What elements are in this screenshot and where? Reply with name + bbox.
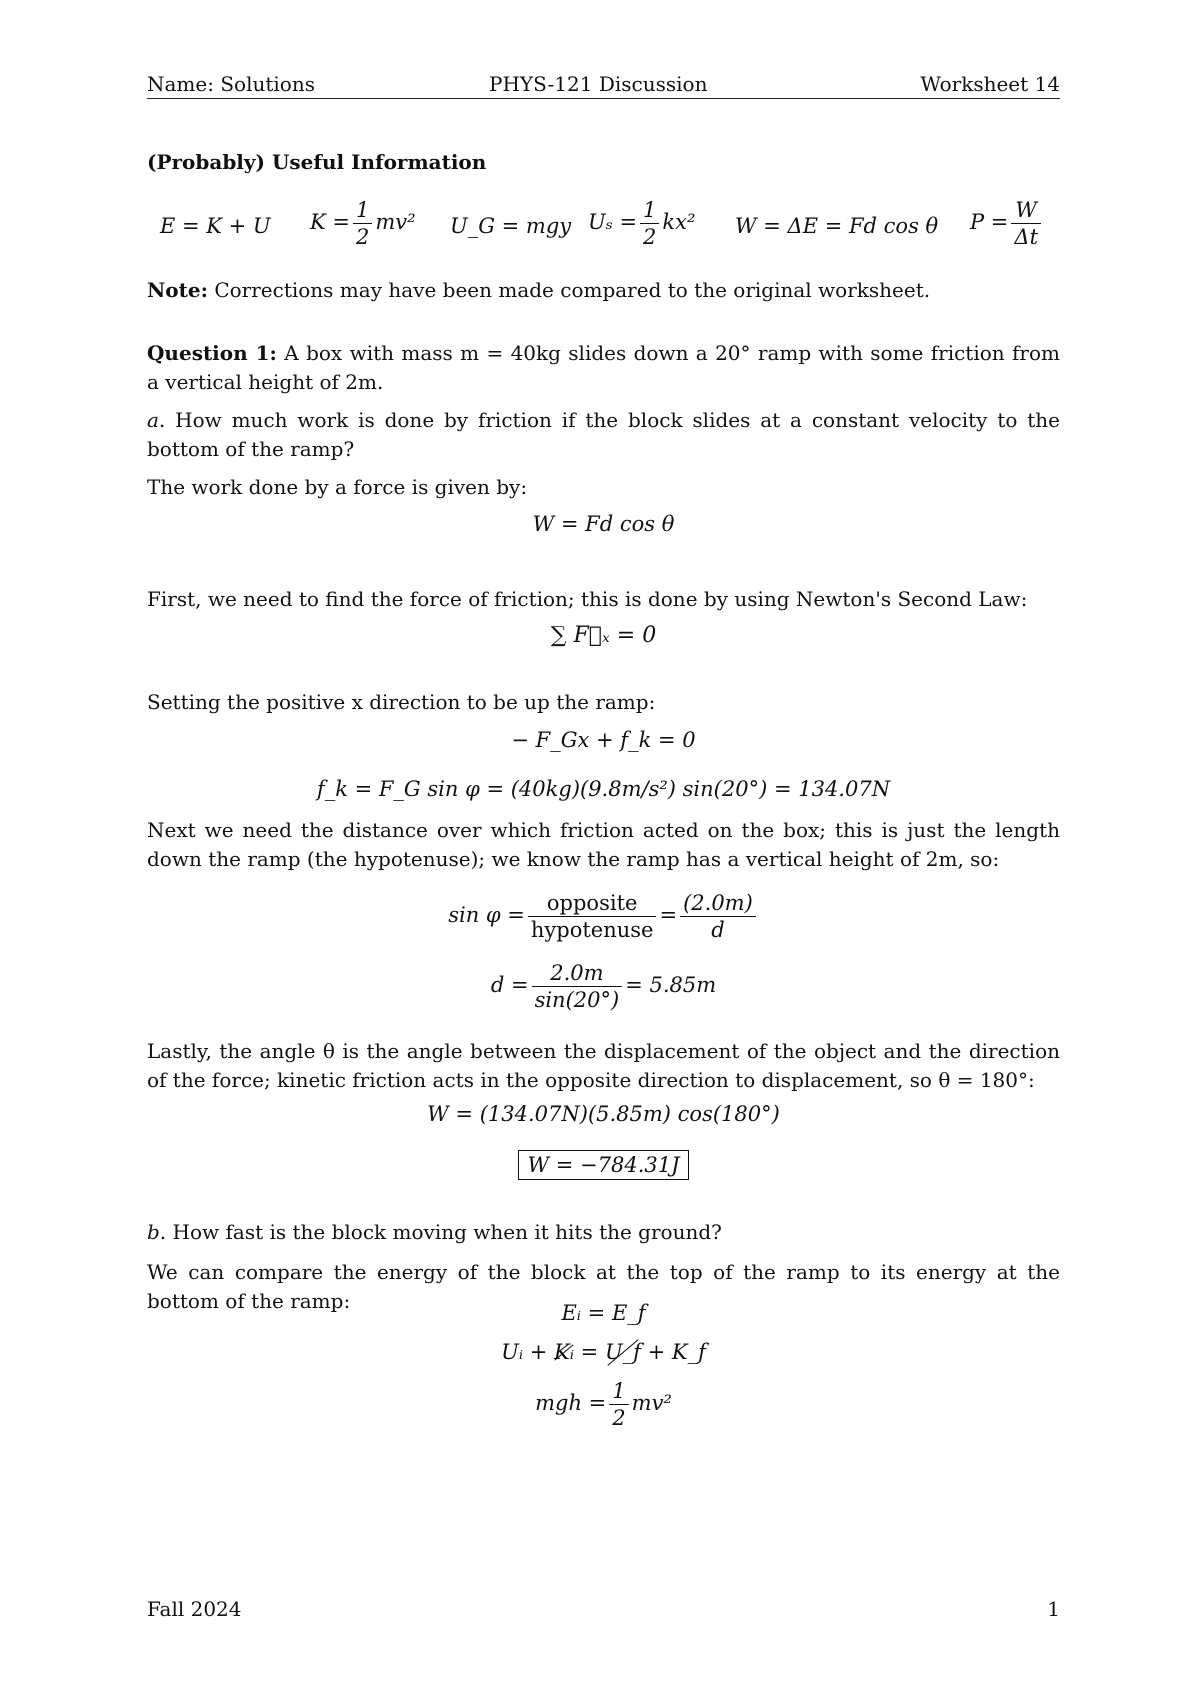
eq-power-prefix: P = <box>970 210 1009 234</box>
frac-den: sin(20°) <box>534 988 620 1012</box>
eq-kinetic-prefix: K = <box>310 210 350 234</box>
question-1a-text: How much work is done by friction if the block slides at a constant velocity to the bottom of the ramp? <box>147 408 1060 461</box>
direction-paragraph: Setting the positive x direction to be up the ramp: <box>147 690 656 714</box>
mgh-fraction <box>609 1378 628 1431</box>
note-text: Corrections may have been made compared to the original worksheet. <box>207 278 931 302</box>
frac-num: (2.0m) <box>680 890 756 917</box>
eq-spring-potential <box>588 197 695 250</box>
header-name: Name: Solutions <box>147 72 315 96</box>
frac-num: W <box>1011 197 1041 224</box>
eq-power-fraction <box>1011 197 1041 250</box>
eq-spring-prefix: Uₛ = <box>588 210 638 234</box>
energy-initial-potential: Uᵢ + <box>501 1340 548 1364</box>
frac-den: Δt <box>1014 225 1039 249</box>
question-1b <box>147 1218 1060 1247</box>
frac-den: 2 <box>643 225 657 249</box>
cancelled-final-potential: U_f <box>604 1340 641 1364</box>
eq-spring-fraction <box>640 197 659 250</box>
energy-final-kinetic: + K_f <box>647 1340 706 1364</box>
distance-result: = 5.85m <box>625 973 717 997</box>
question-1a <box>147 406 1060 464</box>
footer-page-number: 1 <box>1047 1597 1060 1621</box>
eq-work: W = ΔE = Fd cos θ <box>735 214 939 238</box>
eq-gravity-potential: U_G = mgy <box>450 214 572 238</box>
frac-den: 2 <box>612 1406 626 1430</box>
eq-kinetic-fraction <box>353 197 372 250</box>
equals-sign: = <box>580 1340 599 1364</box>
distance-equation <box>147 960 1060 1013</box>
eq-kinetic <box>310 197 416 250</box>
frac-num: 2.0m <box>532 960 623 987</box>
mgh-left: mgh = <box>535 1391 607 1415</box>
energy-conservation-equation: Eᵢ = E_f <box>561 1301 646 1325</box>
frac-den: 2 <box>355 225 370 249</box>
note-label: Note: <box>147 278 208 302</box>
footer-term: Fall 2024 <box>147 1597 242 1621</box>
cancelled-initial-kinetic: Kᵢ <box>554 1340 574 1364</box>
question-1-text: A box with mass m = 40kg slides down a 20° ramp with some friction from a vertical height of 2m. <box>147 341 1060 394</box>
frac-num: 1 <box>353 197 372 224</box>
frac-den: hypotenuse <box>530 918 654 942</box>
mgh-right: mv² <box>631 1391 672 1415</box>
eq-power <box>970 197 1044 250</box>
mgh-equation <box>147 1378 1060 1431</box>
distance-left: d = <box>490 973 529 997</box>
sine-ratio-equation <box>147 890 1060 943</box>
note-paragraph <box>147 276 1060 305</box>
page-header <box>147 68 1060 99</box>
sine-ratio-left: sin φ = <box>448 903 525 927</box>
boxed-answer: W = −784.31J <box>518 1150 688 1180</box>
work-equation: W = Fd cos θ <box>532 512 675 536</box>
question-1-label: Question 1: <box>147 341 277 365</box>
work-substitution-equation: W = (134.07N)(5.85m) cos(180°) <box>427 1102 780 1126</box>
distance-fraction <box>532 960 623 1013</box>
frac-num: opposite <box>528 890 657 917</box>
sine-ratio-fraction-1 <box>528 890 657 943</box>
equals-sign: = <box>659 903 678 927</box>
question-1a-label: a. <box>147 408 166 432</box>
sine-ratio-fraction-2 <box>680 890 756 943</box>
question-1b-label: b. <box>147 1220 167 1244</box>
force-balance-equation: − F_Gx + f_k = 0 <box>511 728 696 752</box>
newton-second-law-equation: ∑ F⃗ₓ = 0 <box>550 623 657 648</box>
header-worksheet: Worksheet 14 <box>920 72 1060 96</box>
angle-paragraph: Lastly, the angle θ is the angle between the displacement of the object and the direction of the force; kinetic friction acts in the opposite direction to displacement, so θ = 180°: <box>147 1039 1060 1092</box>
frac-den: d <box>711 918 725 942</box>
useful-info-title: (Probably) Useful Information <box>147 150 487 174</box>
header-course: PHYS-121 Discussion <box>489 72 708 96</box>
eq-energy: E = K + U <box>160 214 271 238</box>
frac-num: 1 <box>640 197 659 224</box>
work-answer <box>147 1150 1060 1180</box>
useful-equations <box>160 197 1060 257</box>
eq-kinetic-suffix: mv² <box>375 210 416 234</box>
friction-force-equation: f_k = F_G sin φ = (40kg)(9.8m/s²) sin(20°) = 134.07N <box>316 777 891 801</box>
frac-num: 1 <box>609 1378 628 1405</box>
question-1 <box>147 339 1060 397</box>
energy-terms-equation <box>147 1340 1060 1364</box>
distance-paragraph: Next we need the distance over which friction acted on the box; this is just the length down the ramp (the hypotenuse); we know the ramp has a vertical height of 2m, so: <box>147 818 1060 871</box>
question-1b-text: How fast is the block moving when it hits the ground? <box>166 1220 722 1244</box>
friction-paragraph: First, we need to find the force of friction; this is done by using Newton's Second Law: <box>147 587 1028 611</box>
eq-spring-suffix: kx² <box>662 210 696 234</box>
energy-intro-paragraph: We can compare the energy of the block at the top of the ramp to its energy at the bottom of the ramp: <box>147 1260 1060 1313</box>
work-intro-paragraph: The work done by a force is given by: <box>147 475 528 499</box>
